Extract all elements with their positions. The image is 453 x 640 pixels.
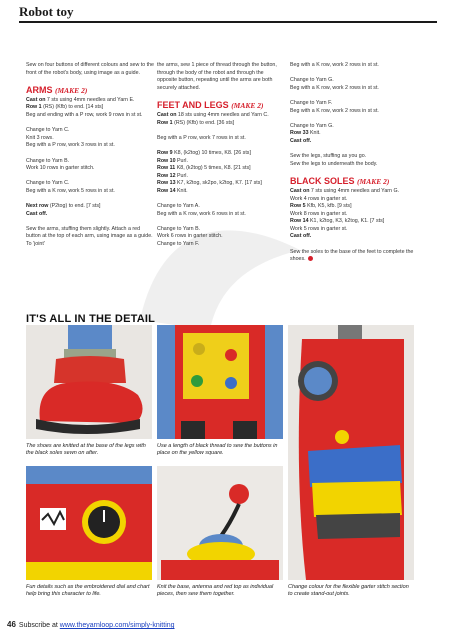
feet-change-b: Change to Yarn B. Work 6 rows in garter stitch. Change to Yarn F. [157, 225, 223, 248]
sew-arms-text: Sew the arms, stuffing them slightly. Attach a red button at the top of each arm, using image as a guide. To 'joint' [26, 225, 153, 248]
sew-soles-text: Sew the soles to the base of the feet to complete the shoes. [290, 248, 414, 263]
arms-heading: ARMS (MAKE 2) [26, 84, 88, 95]
detail-section-title: IT'S ALL IN THE DETAIL [26, 313, 156, 325]
legs-beg-k: Beg with a K row, work 2 rows in st st. [290, 62, 379, 68]
caption-details: Fun details such as the embroidered dial and chart help bring this character to life. [26, 584, 150, 597]
soles-row-5: Row 5 Kfb, K5, kfb. [9 sts] [290, 203, 352, 210]
soles-garter-5: Work 5 rows in garter st. [290, 225, 348, 232]
legs-change-g2: Change to Yarn G. [290, 122, 334, 129]
feet-row-12: Row 12 Purl. [157, 172, 188, 179]
photo-antenna [157, 466, 283, 580]
page-header [19, 3, 437, 25]
soles-make-count: (MAKE 2) [357, 176, 390, 186]
arms-next-row: Next row (P2tog) to end. [7 sts] [26, 203, 101, 210]
arms-change-c1: Change to Yarn C. Knit 3 rows. Beg with a P row, work 3 rows in st st. [26, 127, 115, 149]
photo-arm-joints [288, 325, 414, 580]
feet-make-count: (MAKE 2) [231, 100, 264, 110]
soles-cast-off: Cast off. [290, 233, 312, 240]
soles-garter-8: Work 8 rows in garter st. [290, 210, 348, 217]
column-3 [290, 62, 418, 271]
arms-cast-on: Cast on 7 sts using 4mm needles and Yarn E. [26, 96, 135, 103]
feet-beg: Beg with a P row, work 7 rows in st st. [157, 134, 246, 141]
caption-colour: Change colour for the flexible garter stitch section to create stand-out joints. [288, 584, 409, 597]
header-rule [19, 21, 437, 23]
feet-row-9: Row 9 K8, (k2tog) 10 times, K8. [26 sts] [157, 149, 251, 156]
arms-make-count: (MAKE 2) [55, 85, 88, 95]
photo-buttons [157, 325, 283, 439]
intro-text: Sew on four buttons of different colours and sew to the front of the robot's body, using image as a guide. [26, 62, 154, 76]
feet-legs-heading: FEET AND LEGS (MAKE 2) [157, 99, 264, 110]
arms-continued-text: the arms, sew 1 piece of thread through the button, through the body of the robot and through the opposite button, repeating until the arms are both securely attached. [157, 62, 277, 91]
feet-row-14: Row 14 Knit. [157, 187, 188, 194]
page-number: 46 [7, 620, 16, 629]
feet-row-13: Row 13 K7, k2tog, sk2po, k2tog, K7. [17 sts] [157, 180, 262, 187]
column-2 [157, 62, 285, 256]
black-soles-heading: BLACK SOLES (MAKE 2) [290, 175, 390, 186]
sew-legs-text: Sew the legs, stuffing as you go. Sew the legs to underneath the body. [290, 153, 378, 167]
feet-change-a: Change to Yarn A. Beg with a K row, work 6 rows in st st. [157, 203, 246, 217]
page-footer [7, 620, 175, 629]
soles-row-14: Row 14 K1, k2tog, K3, k2tog, K1. [7 sts] [290, 218, 385, 225]
legs-row-33: Row 33 Knit. [290, 130, 321, 137]
legs-cast-off: Cast off. [290, 137, 312, 144]
feet-row-1: Row 1 (RS) (Kfb) to end. [36 sts] [157, 119, 235, 126]
caption-buttons: Use a length of black thread to sew the buttons in place on the yellow square. [157, 443, 278, 456]
caption-antenna: Knit the base, antenna and red top as individual pieces, then sew them together. [157, 584, 274, 597]
arms-change-b: Change to Yarn B. Work 10 rows in garter stitch. [26, 157, 95, 172]
arms-cast-off: Cast off. [26, 210, 48, 217]
feet-row-10: Row 10 Purl. [157, 157, 188, 164]
photo-dial [26, 466, 152, 580]
subscribe-text: Subscribe at [18, 622, 60, 629]
arms-beg: Beg and ending with a P row, work 9 rows in st st. [26, 111, 143, 118]
subscribe-link[interactable]: www.theyarnloop.com/simply-knitting [59, 622, 175, 629]
end-dot-icon [308, 256, 313, 261]
page-title: Robot toy [19, 4, 74, 19]
feet-row-11: Row 11 K8, (k2tog) 5 times, K8. [21 sts] [157, 165, 251, 172]
arms-change-c2: Change to Yarn C. Beg with a K row, work 5 rows in st st. [26, 180, 115, 194]
photo-shoe [26, 325, 152, 439]
legs-change-g1: Change to Yarn G. Beg with a K row, work 2 rows in st st. [290, 77, 379, 91]
arms-row-1: Row 1 (RS) (Kfb) to end. [14 sts] [26, 104, 104, 111]
caption-shoes: The shoes are knitted at the base of the legs with the black soles sewn on after. [26, 443, 146, 456]
feet-cast-on: Cast on 18 sts using 4mm needles and Yarn C. [157, 111, 269, 118]
soles-cast-on: Cast on 7 sts using 4mm needles and Yarn G. [290, 187, 400, 194]
column-1 [26, 62, 154, 256]
soles-garter-4: Work 4 rows in garter st. [290, 195, 348, 202]
legs-change-f: Change to Yarn F. Beg with a K row, work 2 rows in st st. [290, 99, 379, 114]
